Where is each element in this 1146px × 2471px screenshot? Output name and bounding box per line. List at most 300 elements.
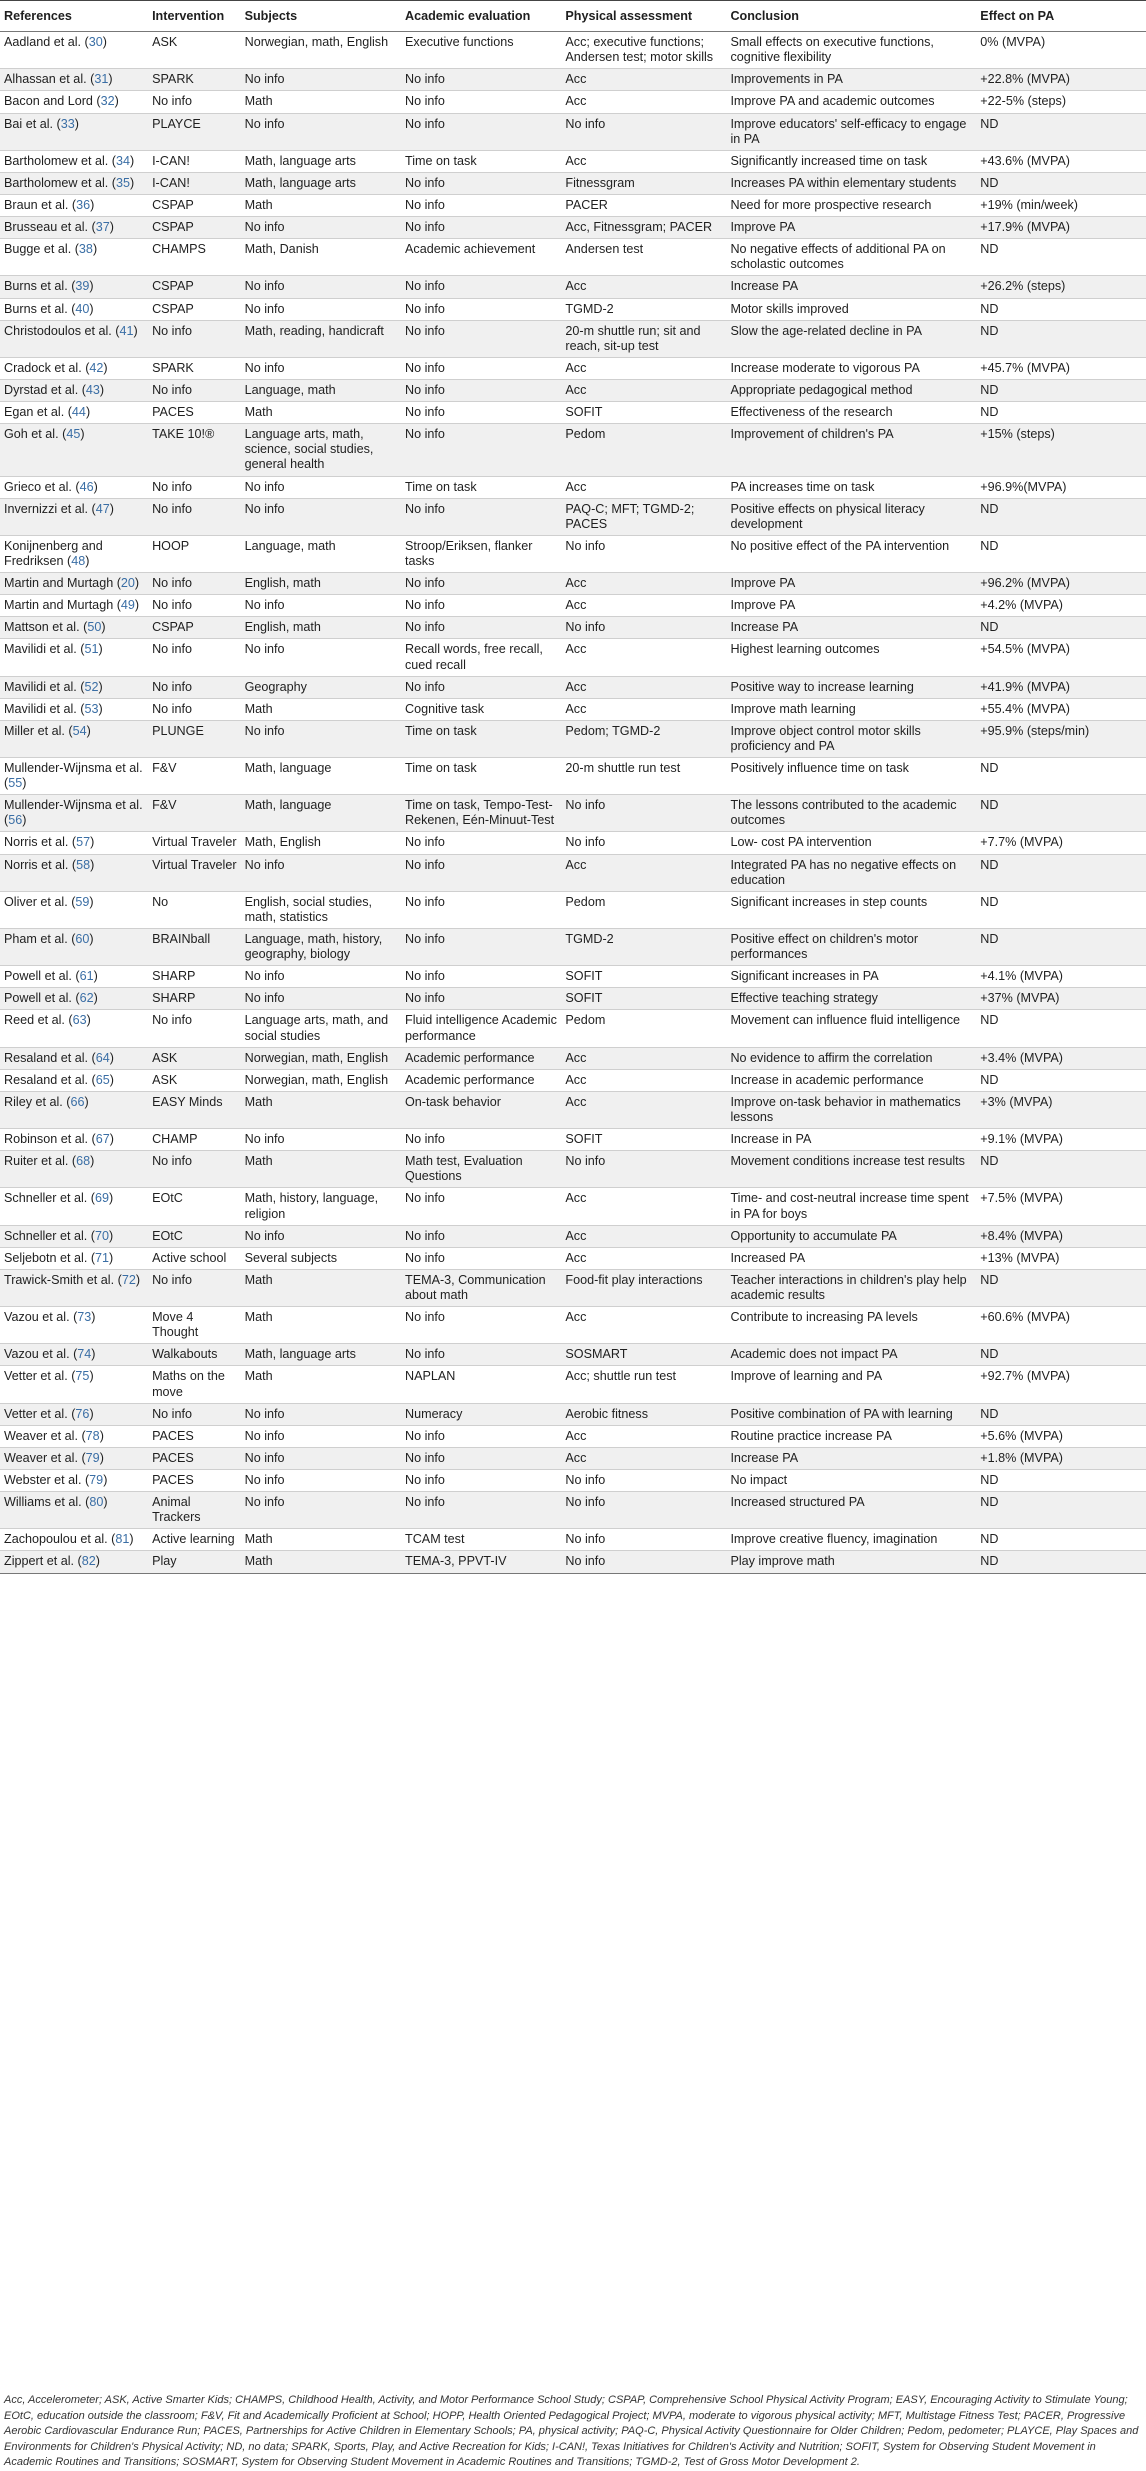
cell-reference: Mattson et al. (50) [0,617,148,639]
cell-intervention: PLAYCE [148,113,241,150]
reference-link[interactable]: 75 [75,1369,90,1384]
table-row [0,32,1146,69]
reference-author: Bartholomew et al. [4,153,109,168]
cell-conclusion: Highest learning outcomes [726,639,976,676]
cell-intervention: SHARP [148,988,241,1010]
reference-link[interactable]: 50 [87,620,102,635]
cell-reference: Mullender-Wijnsma et al. (56) [0,795,148,832]
reference-author: Powell et al. [4,991,72,1006]
cell-physical-assessment: Acc [561,595,726,617]
reference-author: Braun et al. [4,197,69,212]
cell-intervention: HOOP [148,535,241,572]
cell-conclusion: Motor skills improved [726,298,976,320]
cell-subjects: Norwegian, math, English [241,1069,401,1091]
reference-link[interactable]: 33 [60,116,75,131]
cell-conclusion: No negative effects of additional PA on scholastic outcomes [726,239,976,276]
cell-intervention: No [148,891,241,928]
reference-link[interactable]: 49 [120,598,135,613]
cell-academic-evaluation: No info [401,891,561,928]
cell-effect-on-pa: ND [976,795,1146,832]
reference-author: Weaver et al. [4,1428,78,1443]
cell-effect-on-pa: +96.9%(MVPA) [976,476,1146,498]
reference-author: Aadland et al. [4,35,82,50]
cell-effect-on-pa: +45.7% (MVPA) [976,357,1146,379]
cell-reference: Powell et al. (62) [0,988,148,1010]
cell-effect-on-pa: ND [976,498,1146,535]
cell-intervention: Virtual Traveler [148,854,241,891]
cell-physical-assessment: Acc [561,1447,726,1469]
table-row [0,1307,1146,1344]
cell-intervention: No info [148,676,241,698]
reference-link[interactable]: 78 [85,1428,100,1443]
cell-subjects: Language arts, math, science, social studies, general health [241,424,401,476]
reference-link[interactable]: 74 [77,1347,92,1362]
reference-author: Seljebotn et al. [4,1250,88,1265]
cell-physical-assessment: Acc [561,573,726,595]
reference-author: Konijnenberg and Fredriksen [4,538,103,568]
cell-physical-assessment: No info [561,1492,726,1529]
reference-link[interactable]: 66 [70,1094,85,1109]
reference-link[interactable]: 39 [75,279,90,294]
cell-conclusion: Improvements in PA [726,69,976,91]
cell-effect-on-pa: +22-5% (steps) [976,91,1146,113]
cell-physical-assessment: Acc [561,1225,726,1247]
cell-physical-assessment: PACER [561,194,726,216]
cell-physical-assessment: Acc [561,379,726,401]
table-row [0,1010,1146,1047]
cell-reference: Schneller et al. (70) [0,1225,148,1247]
cell-subjects: Math [241,1551,401,1573]
reference-link[interactable]: 57 [76,835,91,850]
reference-link[interactable]: 73 [77,1310,92,1325]
cell-academic-evaluation: TEMA-3, PPVT-IV [401,1551,561,1573]
reference-author: Burns et al. [4,301,68,316]
cell-subjects: Math [241,194,401,216]
cell-subjects: Math, reading, handicraft [241,320,401,357]
cell-subjects: No info [241,720,401,757]
table-row [0,172,1146,194]
cell-academic-evaluation: No info [401,276,561,298]
table-row [0,676,1146,698]
cell-subjects: No info [241,1129,401,1151]
reference-link[interactable]: 43 [85,382,100,397]
table-row [0,595,1146,617]
header-references: References [0,1,148,32]
table-body [0,32,1146,1573]
table-row [0,1225,1146,1247]
reference-link[interactable]: 30 [88,35,103,50]
cell-reference: Martin and Murtagh (20) [0,573,148,595]
cell-reference: Burns et al. (39) [0,276,148,298]
table-row [0,239,1146,276]
reference-link[interactable]: 76 [75,1406,90,1421]
table-row [0,988,1146,1010]
cell-academic-evaluation: No info [401,966,561,988]
reference-author: Christodoulos et al. [4,323,112,338]
reference-author: Trawick-Smith et al. [4,1272,115,1287]
reference-link[interactable]: 42 [89,360,104,375]
cell-subjects: No info [241,298,401,320]
cell-reference: Mavilidi et al. (53) [0,698,148,720]
cell-academic-evaluation: No info [401,1425,561,1447]
reference-author: Mullender-Wijnsma et al. [4,761,143,776]
cell-academic-evaluation: Time on task, Tempo-Test- Rekenen, Eén-Minuut-Test [401,795,561,832]
reference-link[interactable]: 64 [95,1050,110,1065]
table-row [0,1447,1146,1469]
cell-intervention: PACES [148,402,241,424]
cell-intervention: I-CAN! [148,172,241,194]
table-row [0,1425,1146,1447]
cell-intervention: CSPAP [148,276,241,298]
reference-link[interactable]: 69 [95,1191,110,1206]
cell-academic-evaluation: No info [401,1447,561,1469]
cell-conclusion: Improve PA [726,217,976,239]
reference-link[interactable]: 35 [116,175,131,190]
cell-academic-evaluation: No info [401,854,561,891]
reference-link[interactable]: 71 [95,1250,110,1265]
reference-link[interactable]: 44 [71,405,86,420]
cell-effect-on-pa: ND [976,298,1146,320]
reference-link[interactable]: 54 [72,723,87,738]
cell-intervention: PACES [148,1447,241,1469]
reference-link[interactable]: 67 [95,1132,110,1147]
cell-physical-assessment: Acc [561,1307,726,1344]
cell-intervention: No info [148,573,241,595]
table-row [0,929,1146,966]
cell-subjects: Math [241,1366,401,1403]
cell-effect-on-pa: ND [976,1403,1146,1425]
cell-reference: Schneller et al. (69) [0,1188,148,1225]
cell-intervention: No info [148,476,241,498]
reference-link[interactable]: 20 [120,576,135,591]
cell-physical-assessment: No info [561,1469,726,1491]
reference-link[interactable]: 41 [119,323,134,338]
cell-subjects: Math [241,1091,401,1128]
cell-conclusion: Increased structured PA [726,1492,976,1529]
table-row [0,1366,1146,1403]
cell-conclusion: No impact [726,1469,976,1491]
cell-intervention: Active learning [148,1529,241,1551]
cell-physical-assessment: SOFIT [561,402,726,424]
cell-physical-assessment: SOFIT [561,988,726,1010]
reference-link[interactable]: 38 [78,242,93,257]
reference-link[interactable]: 58 [76,857,91,872]
reference-link[interactable]: 80 [89,1495,104,1510]
cell-academic-evaluation: No info [401,298,561,320]
cell-intervention: No info [148,639,241,676]
reference-author: Norris et al. [4,835,69,850]
cell-reference: Martin and Murtagh (49) [0,595,148,617]
cell-subjects: Math, language [241,795,401,832]
cell-reference: Mullender-Wijnsma et al. (55) [0,758,148,795]
cell-subjects: Several subjects [241,1247,401,1269]
table-row [0,1529,1146,1551]
cell-reference: Oliver et al. (59) [0,891,148,928]
cell-subjects: English, social studies, math, statistics [241,891,401,928]
cell-reference: Invernizzi et al. (47) [0,498,148,535]
cell-reference: Konijnenberg and Fredriksen (48) [0,535,148,572]
cell-subjects: Math [241,91,401,113]
cell-conclusion: Increased PA [726,1247,976,1269]
cell-effect-on-pa: ND [976,1529,1146,1551]
cell-conclusion: Significant increases in step counts [726,891,976,928]
cell-physical-assessment: Acc [561,69,726,91]
cell-conclusion: Need for more prospective research [726,194,976,216]
cell-reference: Vazou et al. (74) [0,1344,148,1366]
cell-subjects: No info [241,988,401,1010]
cell-physical-assessment: Pedom; TGMD-2 [561,720,726,757]
reference-link[interactable]: 81 [115,1532,130,1547]
cell-conclusion: Effective teaching strategy [726,988,976,1010]
reference-link[interactable]: 82 [81,1554,96,1569]
cell-intervention: CSPAP [148,194,241,216]
cell-reference: Bartholomew et al. (34) [0,150,148,172]
reference-link[interactable]: 53 [84,701,99,716]
table-row [0,795,1146,832]
reference-link[interactable]: 61 [79,969,94,984]
cell-effect-on-pa: +96.2% (MVPA) [976,573,1146,595]
cell-reference: Cradock et al. (42) [0,357,148,379]
cell-academic-evaluation: Time on task [401,720,561,757]
cell-academic-evaluation: No info [401,172,561,194]
cell-academic-evaluation: No info [401,1247,561,1269]
cell-physical-assessment: TGMD-2 [561,298,726,320]
reference-link[interactable]: 52 [84,679,99,694]
cell-conclusion: Improve educators' self-efficacy to engage in PA [726,113,976,150]
reference-author: Riley et al. [4,1094,63,1109]
reference-link[interactable]: 45 [66,427,81,442]
table-row [0,1188,1146,1225]
cell-effect-on-pa: ND [976,1269,1146,1306]
reference-link[interactable]: 59 [75,894,90,909]
cell-effect-on-pa: +1.8% (MVPA) [976,1447,1146,1469]
cell-subjects: No info [241,1492,401,1529]
cell-subjects: No info [241,498,401,535]
cell-conclusion: No evidence to affirm the correlation [726,1047,976,1069]
cell-subjects: Math, language arts [241,150,401,172]
cell-academic-evaluation: No info [401,595,561,617]
cell-intervention: PACES [148,1425,241,1447]
cell-subjects: No info [241,1425,401,1447]
reference-author: Pham et al. [4,932,68,947]
cell-conclusion: Contribute to increasing PA levels [726,1307,976,1344]
table-row [0,276,1146,298]
cell-physical-assessment: Pedom [561,891,726,928]
cell-effect-on-pa: +60.6% (MVPA) [976,1307,1146,1344]
cell-effect-on-pa: ND [976,758,1146,795]
cell-intervention: BRAINball [148,929,241,966]
cell-physical-assessment: Acc [561,476,726,498]
cell-conclusion: Time- and cost-neutral increase time spent in PA for boys [726,1188,976,1225]
cell-physical-assessment: Fitnessgram [561,172,726,194]
cell-intervention: TAKE 10!® [148,424,241,476]
reference-link[interactable]: 79 [89,1472,104,1487]
reference-author: Mullender-Wijnsma et al. [4,798,143,813]
cell-reference: Christodoulos et al. (41) [0,320,148,357]
reference-link[interactable]: 51 [84,642,99,657]
cell-subjects: Math, English [241,832,401,854]
reference-author: Bacon and Lord [4,94,93,109]
cell-conclusion: Positively influence time on task [726,758,976,795]
cell-effect-on-pa: +15% (steps) [976,424,1146,476]
cell-effect-on-pa: +4.1% (MVPA) [976,966,1146,988]
cell-conclusion: The lessons contributed to the academic outcomes [726,795,976,832]
cell-physical-assessment: Pedom [561,424,726,476]
cell-intervention: ASK [148,32,241,69]
reference-link[interactable]: 48 [71,553,86,568]
cell-physical-assessment: Acc [561,854,726,891]
cell-effect-on-pa: +9.1% (MVPA) [976,1129,1146,1151]
cell-reference: Grieco et al. (46) [0,476,148,498]
cell-conclusion: Improve PA [726,573,976,595]
reference-link[interactable]: 72 [121,1272,136,1287]
table-row [0,1269,1146,1306]
reference-author: Oliver et al. [4,894,68,909]
table-row [0,1403,1146,1425]
cell-reference: Norris et al. (57) [0,832,148,854]
cell-conclusion: Academic does not impact PA [726,1344,976,1366]
cell-effect-on-pa: +19% (min/week) [976,194,1146,216]
cell-subjects: Math, language arts [241,172,401,194]
cell-physical-assessment: No info [561,832,726,854]
cell-reference: Resaland et al. (64) [0,1047,148,1069]
table-row [0,498,1146,535]
reference-author: Brusseau et al. [4,220,89,235]
reference-link[interactable]: 31 [94,72,109,87]
cell-academic-evaluation: No info [401,498,561,535]
cell-reference: Mavilidi et al. (52) [0,676,148,698]
reference-author: Mavilidi et al. [4,642,77,657]
cell-intervention: No info [148,379,241,401]
reference-author: Norris et al. [4,857,69,872]
cell-intervention: CSPAP [148,298,241,320]
cell-effect-on-pa: ND [976,113,1146,150]
cell-conclusion: Movement conditions increase test results [726,1151,976,1188]
cell-effect-on-pa: ND [976,854,1146,891]
table-row [0,535,1146,572]
reference-link[interactable]: 79 [85,1450,100,1465]
cell-intervention: Animal Trackers [148,1492,241,1529]
cell-effect-on-pa: +41.9% (MVPA) [976,676,1146,698]
reference-link[interactable]: 37 [95,220,110,235]
cell-conclusion: Positive effect on children's motor performances [726,929,976,966]
cell-reference: Goh et al. (45) [0,424,148,476]
cell-conclusion: Improve PA and academic outcomes [726,91,976,113]
cell-effect-on-pa: +4.2% (MVPA) [976,595,1146,617]
cell-intervention: No info [148,595,241,617]
reference-link[interactable]: 63 [72,1013,87,1028]
cell-conclusion: Improve creative fluency, imagination [726,1529,976,1551]
cell-intervention: PACES [148,1469,241,1491]
reference-link[interactable]: 68 [76,1154,91,1169]
reference-link[interactable]: 70 [95,1228,110,1243]
table-row [0,639,1146,676]
reference-author: Martin and Murtagh [4,576,114,591]
reference-link[interactable]: 47 [95,501,110,516]
cell-conclusion: Increases PA within elementary students [726,172,976,194]
reference-link[interactable]: 56 [8,813,23,828]
cell-subjects: Math [241,1151,401,1188]
cell-effect-on-pa: ND [976,1344,1146,1366]
table-row [0,617,1146,639]
cell-effect-on-pa: +7.5% (MVPA) [976,1188,1146,1225]
cell-conclusion: Improve PA [726,595,976,617]
reference-link[interactable]: 32 [100,94,115,109]
cell-physical-assessment: Acc; shuttle run test [561,1366,726,1403]
header-physical-assessment: Physical assessment [561,1,726,32]
table-row [0,1151,1146,1188]
cell-subjects: No info [241,1403,401,1425]
reference-author: Alhassan et al. [4,72,87,87]
reference-author: Webster et al. [4,1472,82,1487]
cell-reference: Weaver et al. (79) [0,1447,148,1469]
reference-link[interactable]: 46 [79,479,94,494]
reference-author: Bai et al. [4,116,54,131]
cell-physical-assessment: Acc [561,150,726,172]
cell-physical-assessment: SOSMART [561,1344,726,1366]
cell-subjects: Math, Danish [241,239,401,276]
header-subjects: Subjects [241,1,401,32]
reference-author: Schneller et al. [4,1191,88,1206]
table-row [0,720,1146,757]
reference-link[interactable]: 65 [95,1072,110,1087]
reference-author: Goh et al. [4,427,59,442]
cell-subjects: No info [241,357,401,379]
reference-link[interactable]: 40 [75,301,90,316]
cell-academic-evaluation: No info [401,424,561,476]
reference-author: Schneller et al. [4,1228,88,1243]
cell-conclusion: Routine practice increase PA [726,1425,976,1447]
cell-subjects: Math, language arts [241,1344,401,1366]
cell-physical-assessment: 20-m shuttle run; sit and reach, sit-up test [561,320,726,357]
cell-physical-assessment: Acc [561,1188,726,1225]
cell-effect-on-pa: ND [976,379,1146,401]
cell-academic-evaluation: Fluid intelligence Academic performance [401,1010,561,1047]
cell-academic-evaluation: No info [401,676,561,698]
header-row [0,1,1146,32]
cell-reference: Bartholomew et al. (35) [0,172,148,194]
cell-academic-evaluation: TCAM test [401,1529,561,1551]
cell-reference: Resaland et al. (65) [0,1069,148,1091]
cell-effect-on-pa: ND [976,1069,1146,1091]
reference-link[interactable]: 34 [116,153,131,168]
header-conclusion: Conclusion [726,1,976,32]
cell-academic-evaluation: No info [401,320,561,357]
cell-physical-assessment: Acc [561,357,726,379]
reference-link[interactable]: 62 [79,991,94,1006]
cell-subjects: Math, history, language, religion [241,1188,401,1225]
reference-author: Invernizzi et al. [4,501,88,516]
header-intervention: Intervention [148,1,241,32]
reference-author: Vetter et al. [4,1369,68,1384]
cell-intervention: EASY Minds [148,1091,241,1128]
cell-subjects: English, math [241,573,401,595]
cell-effect-on-pa: +7.7% (MVPA) [976,832,1146,854]
cell-conclusion: Improve math learning [726,698,976,720]
reference-link[interactable]: 60 [75,932,90,947]
cell-academic-evaluation: NAPLAN [401,1366,561,1403]
reference-link[interactable]: 36 [76,197,91,212]
cell-academic-evaluation: TEMA-3, Communication about math [401,1269,561,1306]
reference-link[interactable]: 55 [8,776,23,791]
cell-reference: Trawick-Smith et al. (72) [0,1269,148,1306]
cell-academic-evaluation: Math test, Evaluation Questions [401,1151,561,1188]
cell-conclusion: Opportunity to accumulate PA [726,1225,976,1247]
cell-conclusion: No positive effect of the PA intervention [726,535,976,572]
cell-effect-on-pa: ND [976,1469,1146,1491]
reference-author: Bugge et al. [4,242,72,257]
reference-author: Resaland et al. [4,1072,89,1087]
